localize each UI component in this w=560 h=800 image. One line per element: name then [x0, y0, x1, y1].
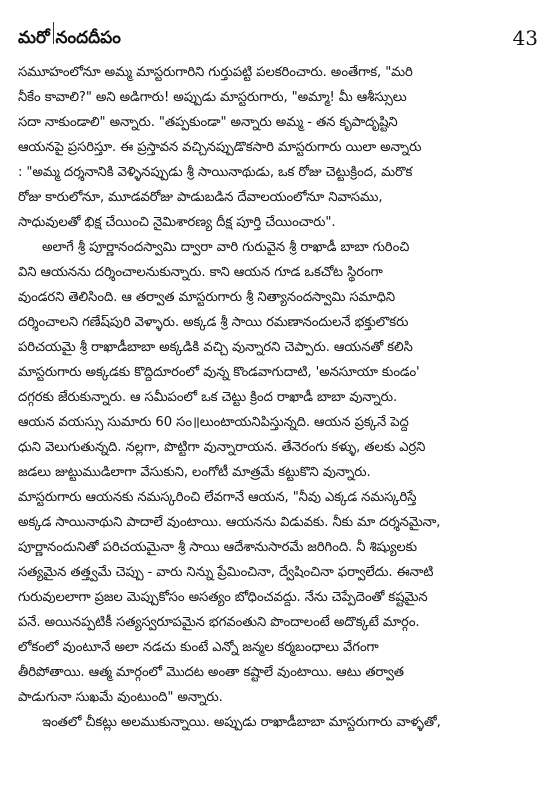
text-line: దర్శించాలని గణేష్‌పురి వెళ్ళారు. అక్కడ శ్రీ సాయి రమణానందులనే భక్తులొకరు: [18, 315, 409, 330]
text-line: గురువులలాగా ప్రజల మెప్పుకోసం అసత్యం బోధించవద్దు. నేను చెప్పేదెంతో కష్టమైన: [18, 590, 428, 605]
text-line: : "అమ్మ దర్శనానికి వెళ్ళినప్పుడు శ్రీ సాయినాథుడు, ఒక రోజు చెట్టుక్రింద, మరొక: [18, 165, 413, 180]
text-line: సమూహంలోనూ అమ్మ మాస్టరుగారిని గుర్తుపట్టి పలకరించారు. అంతేగాక, "మరి: [18, 65, 413, 80]
paragraph-start-line: అలాగే శ్రీ పూర్ణానందస్వామి ద్వారా వారి గురువైన శ్రీ రాఖాడీ బాబా గురించి: [42, 240, 410, 255]
text-line: నీకేం కావాలి?" అని అడిగారు! అప్పుడు మాస్టరుగారు, "అమ్మా! మీ ఆశీస్సులు: [18, 90, 407, 105]
running-title: మరో నందదీపం: [18, 28, 121, 48]
text-line: జడలు జుట్టుముడిలాగా వేసుకుని, లంగోటీ మాత్రమే కట్టుకొని వున్నారు.: [18, 465, 371, 480]
page-header: [18, 22, 538, 58]
text-line: ఆయన వయస్సు సుమారు 60 సం॥లుంటాయనిపిస్తున్నది. ఆయన ప్రక్కనే పెద్ద: [18, 415, 409, 430]
paragraph-start-line: ఇంతలో చీకట్లు అలముకున్నాయి. అప్పుడు రాఖాడీబాబా మాస్టరుగారు వాళ్ళతో,: [42, 715, 441, 730]
text-line: అక్కడ సాయినాథుని పాదాలే వుంటాయి. ఆయనను విడువకు. నీకు మా దర్శనమైనా,: [18, 515, 441, 530]
text-line: ఆయనపై ప్రసరిస్తూ. ఈ ప్రస్తావన వచ్చినప్పుడొకసారి మాస్టరుగారు యిలా అన్నారు: [18, 140, 422, 155]
text-line: పాడుగునా సుఖమే వుంటుంది" అన్నారు.: [18, 690, 223, 705]
text-line: మాస్టరుగారు అక్కడకు కొద్దిదూరంలో వున్న కొండవాగుదాటి, 'అనసూయా కుండం': [18, 365, 420, 380]
text-line: లోకంలో వుంటూనే అలా నడచు కుంటే ఎన్నో జన్మల కర్మబంధాలు వేగంగా: [18, 640, 379, 655]
text-line: సదా నాకుండాలి" అన్నారు. "తప్పకుండా" అన్నారు అమ్మ - తన కృపాదృష్టిని: [18, 115, 398, 130]
text-line: వుండరని తెలిసింది. ఆ తర్వాత మాస్టరుగారు శ్రీ నిత్యానందస్వామి సమాధిని: [18, 290, 396, 305]
text-line: దగ్గరకు జేరుకున్నారు. ఆ సమీపంలో ఒక చెట్టు క్రింద రాఖాడీ బాబా వున్నారు.: [18, 390, 398, 405]
text-line: తీరిపోతాయి. ఆత్మ మార్గంలో మొదట అంతా కష్టాలే వుంటాయి. ఆటు తర్వాత: [18, 665, 404, 680]
text-line: ధుని వెలుగుతున్నది. నల్లగా, పొట్టిగా వున్నారాయన. తేనెరంగు కళ్ళు, తలకు ఎర్రని: [18, 440, 426, 455]
text-line: రోజు కారులోనూ, మూడవరోజు పాడుబడిన దేవాలయంలోనూ నివాసము,: [18, 190, 383, 205]
text-line: సత్యమైన తత్త్వమే చెప్పు - వారు నిన్ను ప్రేమించినా, ద్వేషించినా ఫర్వాలేదు. ఈనాటి: [18, 565, 434, 580]
text-line: మాస్టరుగారు ఆయనకు నమస్కరించి లేవగానే ఆయన, "నీవు ఎక్కడ నమస్కరిస్తే: [18, 490, 417, 505]
page-number: 43: [512, 26, 538, 50]
text-line: విని ఆయనను దర్శించాలనుకున్నారు. కాని ఆయన గూడ ఒకచోట స్థిరంగా: [18, 265, 383, 280]
text-line: సాధువులతో భిక్ష చేయించి నైమిశారణ్య దీక్ష పూర్తి చేయించారు".: [18, 215, 336, 230]
text-line: పూర్ణానందునితో పరిచయమైనా శ్రీ సాయి ఆదేశానుసారమే జరిగింది. నీ శిష్యులకు: [18, 540, 417, 555]
text-line: పరిచయమై శ్రీ రాఖాడీబాబా అక్కడికి వచ్చి వున్నారని చెప్పారు. ఆయనతో కలిసి: [18, 340, 413, 355]
page-body: [18, 60, 538, 735]
text-line: పనే. అయినప్పటికీ సత్యస్వరూపమైన భగవంతుని పొందాలంటే అదొక్కటే మార్గం.: [18, 615, 420, 630]
